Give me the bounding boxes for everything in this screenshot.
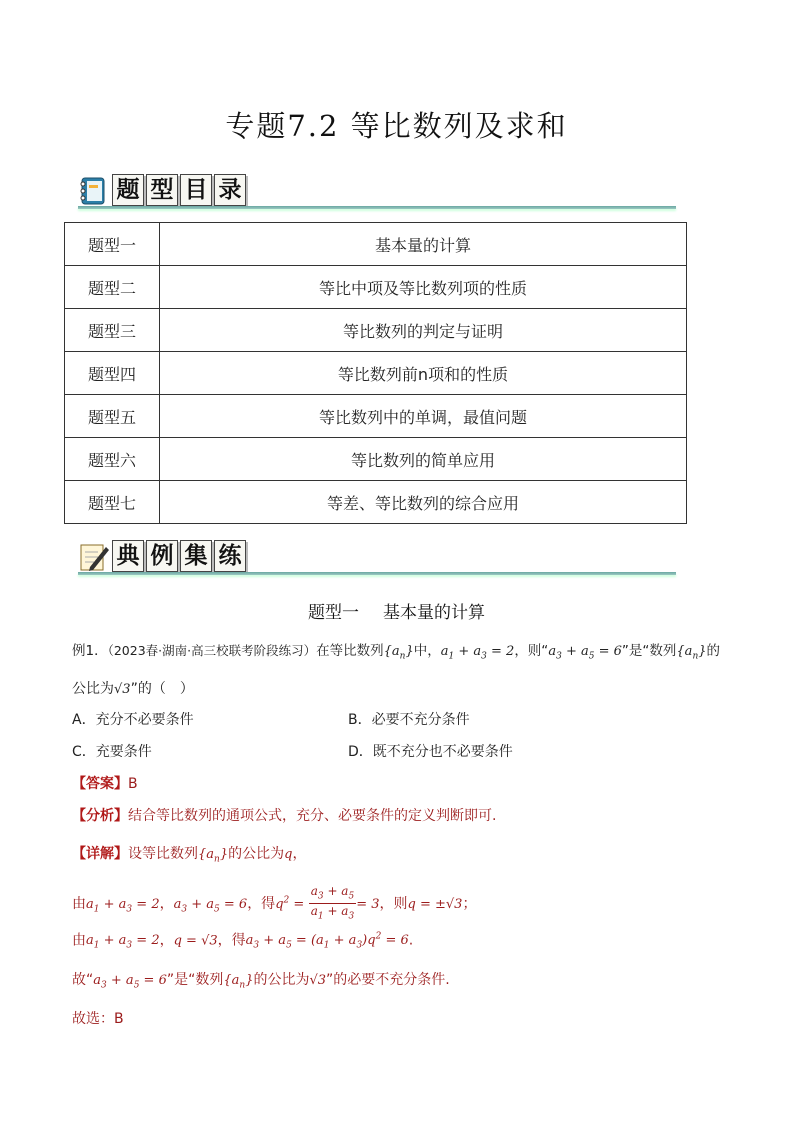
conclusion-line bbox=[72, 1009, 124, 1029]
toc-type: 题型一 bbox=[65, 223, 160, 266]
toc-topic: 等比数列的简单应用 bbox=[160, 438, 687, 481]
option-c[interactable]: C．充要条件 bbox=[72, 744, 152, 760]
table-row bbox=[65, 438, 687, 481]
detail-text: ”的必要不充分条件. bbox=[326, 972, 450, 988]
banner-char: 例 bbox=[146, 540, 178, 572]
banner-underline bbox=[78, 206, 676, 209]
toc-type: 题型六 bbox=[65, 438, 160, 481]
toc-topic: 等比数列中的单调，最值问题 bbox=[160, 395, 687, 438]
detail-line-4: 故“$a_3 + a_5 = 6$”是“数列$\{a_n\}$的公比为√3”的必要不充分条件. bbox=[72, 972, 450, 991]
banner-char: 练 bbox=[214, 540, 246, 572]
question-text: 中， bbox=[413, 643, 441, 659]
detail-text: 故“ bbox=[72, 972, 94, 988]
answer-tag: 【答案】 bbox=[72, 776, 128, 792]
question-line-1: 例1．（2023春·湖南·高三校联考阶段练习）在等比数列$\{a_n\}$中，$a_1 + a_3 = 2$，则“$a_3 + a_5 = 6$”是“数列$\{a_n\}$的 bbox=[72, 643, 721, 662]
detail-text: 设等比数列 bbox=[128, 846, 198, 862]
conclusion-label: 故选： bbox=[72, 1011, 114, 1027]
toc-topic: 等差、等比数列的综合应用 bbox=[160, 481, 687, 524]
detail-tag: 【详解】 bbox=[72, 846, 128, 862]
toc-type: 题型三 bbox=[65, 309, 160, 352]
question-line-2: 公比为√3”的（ ） bbox=[72, 681, 194, 697]
question-text: 的 bbox=[706, 643, 721, 659]
banner-underline bbox=[78, 572, 676, 575]
toc-topic: 等比数列的判定与证明 bbox=[160, 309, 687, 352]
toc-table bbox=[64, 222, 687, 524]
page-title: 专题7.2 等比数列及求和 bbox=[225, 109, 568, 143]
fraction: $\frac{a_3 + a_5}{a_1 + a_3}$ bbox=[310, 884, 355, 922]
banner-char: 型 bbox=[146, 174, 178, 206]
banner-char: 录 bbox=[214, 174, 246, 206]
example-number: 例1． bbox=[72, 643, 108, 659]
section-heading bbox=[0, 598, 793, 623]
table-row bbox=[65, 223, 687, 266]
option-b[interactable]: B．必要不充分条件 bbox=[348, 712, 470, 728]
question-text: 在等比数列 bbox=[316, 643, 384, 659]
detail-text: 的公比为 bbox=[253, 972, 310, 988]
detail-text: ，得 bbox=[247, 895, 276, 912]
detail-text: ”是“数列 bbox=[166, 972, 224, 988]
analysis-tag: 【分析】 bbox=[72, 808, 128, 824]
detail-text: 由 bbox=[72, 895, 86, 912]
example-source: （2023春·湖南·高三校联考阶段练习） bbox=[107, 643, 317, 658]
section-banner-toc bbox=[78, 172, 676, 210]
toc-type: 题型二 bbox=[65, 266, 160, 309]
table-row bbox=[65, 266, 687, 309]
table-row bbox=[65, 352, 687, 395]
banner-char: 典 bbox=[112, 540, 144, 572]
section-type: 题型一 bbox=[308, 603, 359, 623]
question-text: ，则“ bbox=[514, 643, 549, 659]
question-text: ”的（ ） bbox=[130, 681, 194, 697]
section-topic: 基本量的计算 bbox=[383, 603, 485, 623]
detail-line-1: 【详解】设等比数列$\{a_n\}$的公比为q， bbox=[72, 846, 307, 865]
toc-type: 题型七 bbox=[65, 481, 160, 524]
answer-line bbox=[72, 774, 138, 794]
analysis-text: 结合等比数列的通项公式，充分、必要条件的定义判断即可. bbox=[128, 808, 497, 824]
section-banner-examples bbox=[78, 538, 676, 576]
option-a[interactable]: A．充分不必要条件 bbox=[72, 712, 194, 728]
toc-topic: 等比数列前n项和的性质 bbox=[160, 352, 687, 395]
toc-topic: 等比中项及等比数列项的性质 bbox=[160, 266, 687, 309]
pencil-note-icon bbox=[78, 541, 110, 573]
detail-line-2: 由$a_1 + a_3 = 2$，$a_3 + a_5 = 6$，得$q^2$ = $\frac{a_3 + a_5}{a_1 + a_3}$ = 3，则q = ±√3； bbox=[72, 884, 477, 922]
toc-type: 题型五 bbox=[65, 395, 160, 438]
toc-type: 题型四 bbox=[65, 352, 160, 395]
banner-char: 集 bbox=[180, 540, 212, 572]
banner-char: 目 bbox=[180, 174, 212, 206]
detail-text: 由 bbox=[72, 932, 86, 949]
detail-text: ，则 bbox=[379, 895, 408, 912]
answer-value: B bbox=[128, 776, 138, 792]
question-text: ”是“数列 bbox=[621, 643, 677, 659]
toc-topic: 基本量的计算 bbox=[160, 223, 687, 266]
conclusion-value: B bbox=[114, 1011, 124, 1027]
table-row bbox=[65, 309, 687, 352]
banner-char: 题 bbox=[112, 174, 144, 206]
table-row bbox=[65, 395, 687, 438]
question-text: 公比为 bbox=[72, 681, 114, 697]
option-d[interactable]: D．既不充分也不必要条件 bbox=[348, 744, 513, 760]
analysis-line bbox=[72, 806, 496, 826]
detail-text: ，得 bbox=[217, 932, 246, 949]
notebook-icon bbox=[78, 175, 110, 207]
detail-line-3: 由$a_1 + a_3 = 2$，q = √3，得$a_3 + a_5 = (a_1 + a_3)q^2 = 6$. bbox=[72, 932, 414, 951]
detail-text: 的公比为 bbox=[228, 846, 285, 862]
table-row bbox=[65, 481, 687, 524]
